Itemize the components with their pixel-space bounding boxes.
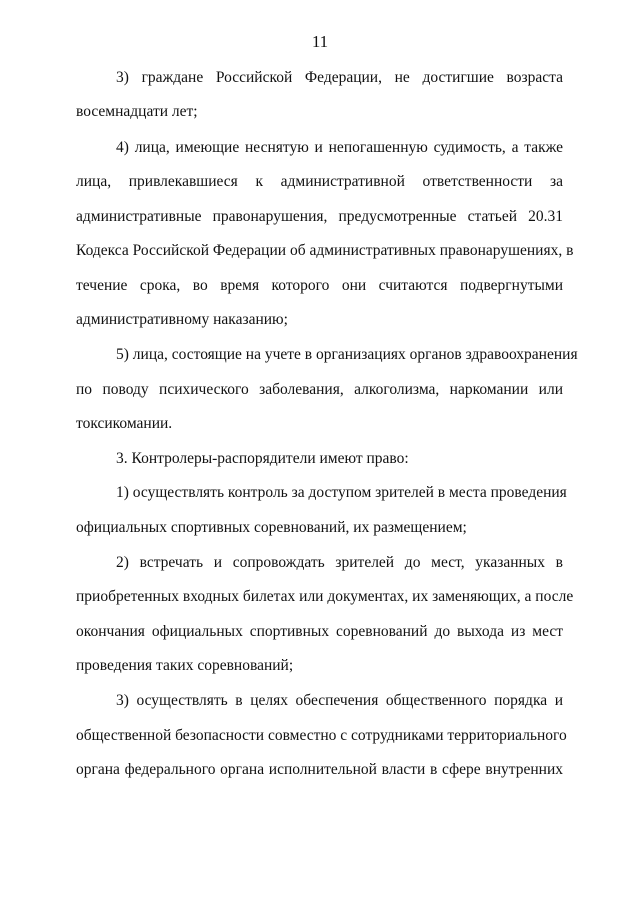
item-4-line-3: административные правонарушения, предусмотренные статьей 20.31 <box>76 208 563 225</box>
item-4-line-1: 4) лица, имеющие неснятую и непогашенную судимость, а также <box>116 139 563 156</box>
item-4-line-6: административному наказанию; <box>76 311 288 328</box>
right-2-line-3: окончания официальных спортивных соревнований до выхода из мест <box>76 623 563 640</box>
item-3-line-1: 3) граждане Российской Федерации, не достигшие возраста <box>116 69 563 86</box>
item-3-line-2: восемнадцати лет; <box>76 103 198 120</box>
page-number: 11 <box>311 32 329 51</box>
right-2-line-1: 2) встречать и сопровождать зрителей до мест, указанных в <box>116 554 563 571</box>
right-1-line-2: официальных спортивных соревнований, их размещением; <box>76 519 467 536</box>
right-3-line-1: 3) осуществлять в целях обеспечения общественного порядка и <box>116 692 563 709</box>
item-5-line-3: токсикомании. <box>76 415 173 432</box>
right-1-line-1: 1) осуществлять контроль за доступом зрителей в места проведения <box>116 484 567 501</box>
right-3-line-2: общественной безопасности совместно с сотрудниками территориального <box>76 727 567 744</box>
section-3-heading: 3. Контролеры-распорядители имеют право: <box>116 450 409 467</box>
right-2-line-4: проведения таких соревнований; <box>76 657 294 674</box>
right-3-line-3: органа федерального органа исполнительной власти в сфере внутренних <box>76 761 563 778</box>
item-4-line-2: лица, привлекавшиеся к административной ответственности за <box>76 173 563 190</box>
right-2-line-2: приобретенных входных билетах или документах, их заменяющих, а после <box>76 588 574 605</box>
item-5-line-1: 5) лица, состоящие на учете в организациях органов здравоохранения <box>116 346 578 363</box>
item-4-line-4: Кодекса Российской Федерации об административных правонарушениях, в <box>76 242 574 259</box>
item-4-line-5: течение срока, во время которого они считаются подвергнутыми <box>76 277 563 294</box>
item-5-line-2: по поводу психического заболевания, алкоголизма, наркомании или <box>76 381 563 398</box>
